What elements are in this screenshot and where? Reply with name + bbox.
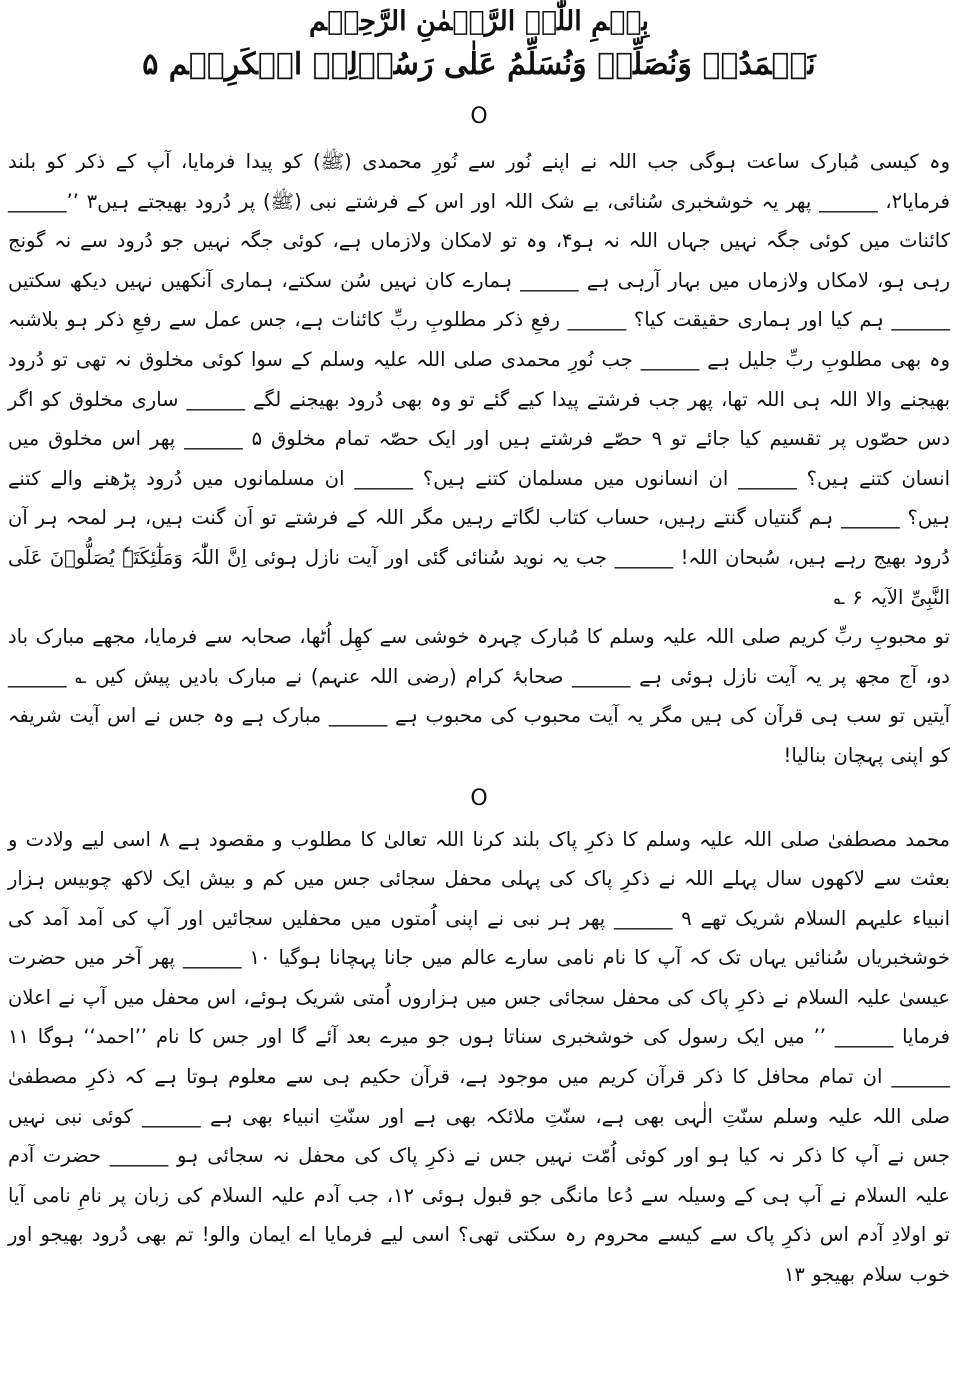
basmala-heading: بِسۡمِ اللّٰہِ الرَّحۡمٰنِ الرَّحِیۡم [308,6,650,37]
section-separator-2: O [470,785,488,811]
section-separator: O [470,104,488,129]
paragraph-1: وہ کیسی مُبارک ساعت ہوگی جب اللہ نے اپنے نُور سے نُورِ محمدی (ﷺ) کو پیدا فرمایا، آپ کے ذکر کو بلند فرمایا۲، ______ پھر یہ خوشخبری سُنائی، بے شک اللہ اور اس کے فرشتے نبی (ﷺ) پر دُرود بھیجتے ہیں۳ ’’______ کائنات میں کوئی جگہ نہیں جہاں اللہ نہ ہو۴، وہ تو لامکان ولازماں ہے، کوئی جگہ نہیں جو دُرود سے نہ گونج رہی ہو، لامکاں ولازماں میں بہار آرہی ہے ______ ہمارے کان نہیں سُن سکتے، ہماری آنکھیں نہیں دیکھ سکتیں ______ ہم کیا اور ہماری حقیقت کیا؟ ______ رفعِ ذکر مطلوبِ ربِّ کائنات ہے، جس عمل سے رفعِ ذکر ہو بلاشبہ وہ بھی مطلوبِ ربِّ جلیل ہے ______ جب نُورِ محمدی صلی اللہ علیہ وسلم کے سوا کوئی مخلوق نہ تھی تو دُرود بھیجنے والا اللہ ہی اللہ تھا، پھر جب فرشتے پیدا کیے گئے تو وہ بھی دُرود بھیجنے لگے ______ ساری مخلوق کو اگر دس حصّوں پر تقسیم کیا جائے تو ۹ حصّے فرشتے ہیں اور ایک حصّہ تمام مخلوق ۵ ______ پھر اس مخلوق میں انسان کتنے ہیں؟ ______ ان انسانوں میں مسلمان کتنے ہیں؟ ______ ان مسلمانوں میں دُرود پڑھنے والے کتنے ہیں؟ ______ ہم گنتیاں گنتے رہیں، حساب کتاب لگاتے رہیں مگر اللہ کے فرشتے تو اَن گنت ہیں، ہر لمحہ ہر آن دُرود بھیج رہے ہیں، سُبحان اللہ! ______ جب یہ نوید سُنائی گئی اور آیت نازل ہوئی اِنَّ اللّٰہَ وَمَلٰٓئِکَتَہٗ یُصَلُّوۡنَ عَلَی النَّبِیِّ الآیہ ۶ ؎ [8,150,950,609]
salutation-heading: نَحۡمَدُہٗ وَنُصَلِّیۡ وَنُسَلِّمُ عَلٰی رَسُوۡلِہِ الۡکَرِیۡم ۵ [142,47,816,82]
paragraph-3: محمد مصطفیٰ صلی اللہ علیہ وسلم کا ذکرِ پاک بلند کرنا اللہ تعالیٰ کا مطلوب و مقصود ہے ۸ اسی لیے ولادت و بعثت سے لاکھوں سال پہلے اللہ نے ذکرِ پاک کی پہلی محفل سجائی جس میں کم و بیش ایک لاکھ چوبیس ہزار انبیاء علیہم السلام شریک تھے ۹ ______ پھر ہر نبی نے اپنی اُمتوں میں محفلیں سجائیں اور آپ کی آمد آمد کی خوشخبریاں سُنائیں یہاں تک کہ آپ کا نام نامی سارے عالم میں جانا پہچانا ہوگیا ۱۰ ______ پھر آخر میں حضرت عیسیٰ علیہ السلام نے ذکرِ پاک کی محفل سجائی جس میں ہزاروں اُمتی شریک ہوئے، اس محفل میں آپ نے اعلان فرمایا ______ ’’ میں ایک رسول کی خوشخبری سناتا ہوں جو میرے بعد آئے گا اور جس کا نام ’’احمد‘‘ ہوگا ۱۱ ______ ان تمام محافل کا ذکر قرآن کریم میں موجود ہے، قرآن حکیم ہی سے معلوم ہوتا ہے کہ ذکرِ مصطفیٰ صلی اللہ علیہ وسلم سنّتِ الٰہی بھی ہے، سنّتِ ملائکہ بھی ہے اور سنّتِ انبیاء بھی ہے ______ کوئی نبی نہیں جس نے آپ کا ذکر نہ کیا ہو اور کوئی اُمّت نہیں جس نے ذکرِ پاک کی محفل نہ سجائی ہو ______ حضرت آدم علیہ السلام نے آپ ہی کے وسیلہ سے دُعا مانگی جو قبول ہوئی ۱۲، جب آدم علیہ السلام کی زبان پر نامِ نامی آیا تو اولادِ آدم اس ذکرِ پاک سے کیسے محروم رہ سکتی تھی؟ اسی لیے فرمایا اے ایمان والو! تم بھی دُرود بھیجو اور خوب سلام بھیجو ۱۳ [8,827,950,1287]
paragraph-2: تو محبوبِ ربِّ کریم صلی اللہ علیہ وسلم کا مُبارک چہرہ خوشی سے کھِل اُٹھا، صحابہ سے فرمایا، مجھے مبارک باد دو، آج مجھ پر یہ آیت نازل ہوئی ہے ______ صحابۂ کرام (رضی اللہ عنہم) نے مبارک بادیں پیش کیں ؎ ______ آیتیں تو سب ہی قرآن کی ہیں مگر یہ آیت محبوب کی محبوب ہے ______ مبارک ہے وہ جس نے اس آیت شریفہ کو اپنی پہچان بنالیا! [8,625,950,767]
